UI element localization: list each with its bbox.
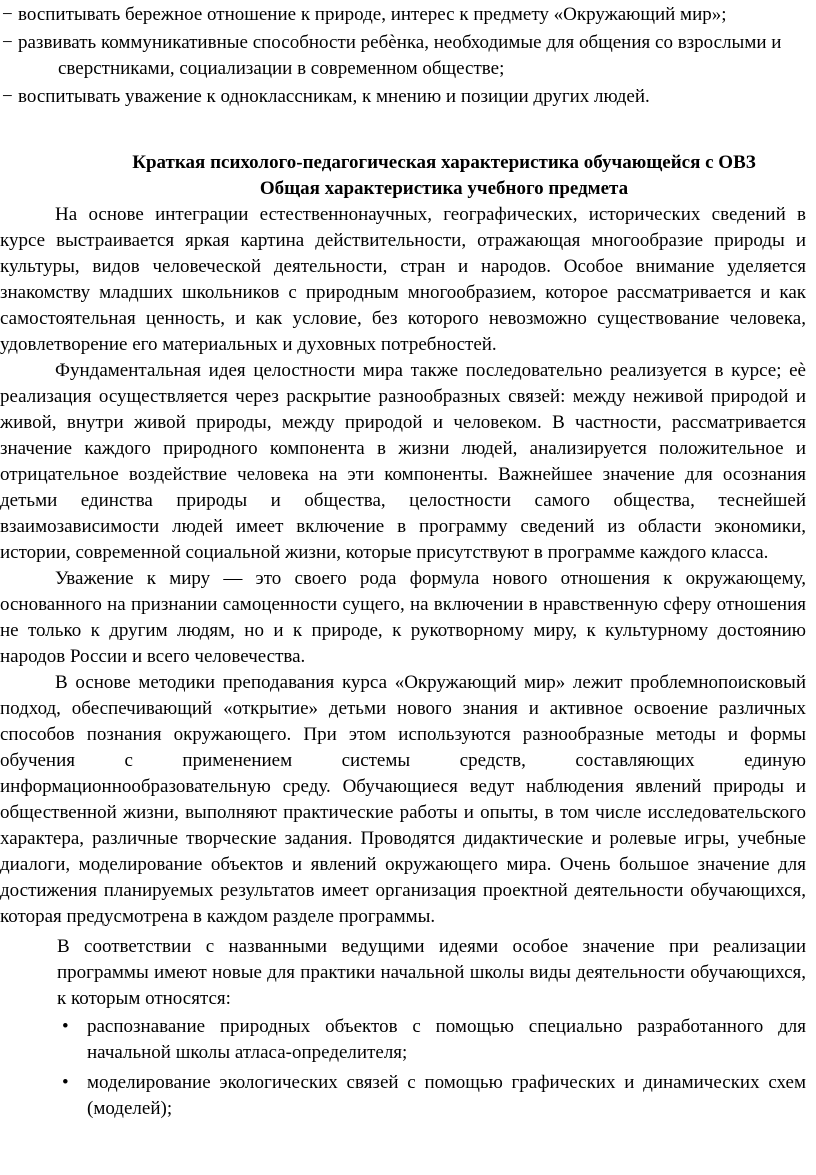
list-item (0, 1070, 814, 1122)
bullet-marker: • (62, 1072, 69, 1093)
goal-item (0, 2, 814, 28)
dash-marker: − (2, 32, 13, 53)
goal-text: воспитывать бережное отношение к природе, интерес к предмету «Окружающий мир»; (18, 4, 727, 25)
section-heading: Краткая психолого-педагогическая характеристика обучающейся с ОВЗ (132, 152, 756, 173)
body-paragraph: На основе интеграции естественнонаучных, географических, исторических сведений в курсе выстраивается яркая картина действительности, отражающая многообразие природы и культуры, видов человеческой деятельности, стран и народов. Особое внимание уделяется знакомству младших школьников с природным многообразием, которое рассматривается и как самостоятельная ценность, и как условие, без которого невозможно существование человека, удовлетворение его материальных и духовных потребностей. (0, 204, 806, 355)
goal-text: развивать коммуникативные способности ребѐнка, необходимые для общения со взрослыми и сверстниками, социализации в современном обществе; (18, 32, 782, 79)
activities-intro: В соответствии с названными ведущими идеями особое значение при реализации программы имеют новые для практики начальной школы виды деятельности обучающихся, к которым относятся: (57, 936, 806, 1009)
body-paragraph: Фундаментальная идея целостности мира также последовательно реализуется в курсе; еѐ реализация осуществляется через раскрытие разнообразных связей: между неживой природой и живой, внутри живой природы, между природой и человеком. В частности, рассматривается значение каждого природного компонента в жизни людей, анализируется положительное и отрицательное воздействие человека на эти компоненты. Важнейшее значение для осознания детьми единства природы и общества, целостности самого общества, теснейшей взаимозависимости людей имеет включение в программу сведений из области экономики, истории, современной социальной жизни, которые присутствуют в программе каждого класса. (0, 360, 806, 563)
list-item-text: распознавание природных объектов с помощью специально разработанного для начальной школы атласа-определителя; (87, 1016, 806, 1063)
goals-list (0, 0, 814, 110)
body-paragraph: В основе методики преподавания курса «Окружающий мир» лежит проблемнопоисковый подход, обеспечивающий «открытие» детьми нового знания и активное освоение различных способов познания окружающего. При этом используются разнообразные методы и формы обучения с применением системы средств, составляющих единую информационнообразовательную среду. Обучающиеся ведут наблюдения явлений природы и общественной жизни, выполняют практические работы и опыты, в том числе исследовательского характера, различные творческие задания. Проводятся дидактические и ролевые игры, учебные диалоги, моделирование объектов и явлений окружающего мира. Очень большое значение для достижения планируемых результатов имеет организация проектной деятельности обучающихся, которая предусмотрена в каждом разделе программы. (0, 672, 806, 927)
goal-text: воспитывать уважение к одноклассникам, к мнению и позиции других людей. (18, 86, 650, 107)
dash-marker: − (2, 86, 13, 107)
list-item (0, 1014, 814, 1066)
body-paragraph: Уважение к миру — это своего рода формула нового отношения к окружающему, основанного на признании самоценности сущего, на включении в нравственную сферу отношения не только к другим людям, но и к природе, к рукотворному миру, к культурному достоянию народов России и всего человечества. (0, 568, 806, 667)
goal-item (0, 30, 814, 82)
list-item-text: моделирование экологических связей с помощью графических и динамических схем (моделей); (87, 1072, 806, 1119)
dash-marker: − (2, 4, 13, 25)
bullet-marker: • (62, 1016, 69, 1037)
goal-item (0, 84, 814, 110)
subject-heading: Общая характеристика учебного предмета (259, 178, 629, 199)
activities-list (0, 1014, 814, 1122)
